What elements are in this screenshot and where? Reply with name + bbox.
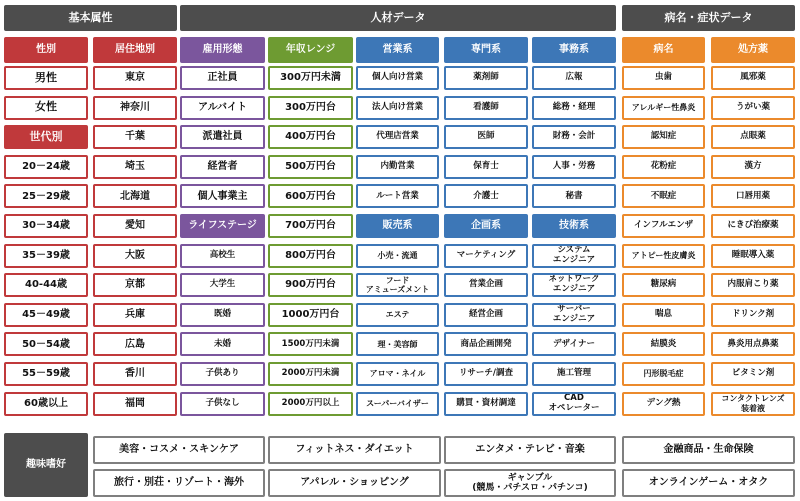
generation-item: 30－34歳 — [4, 214, 88, 238]
planning-item: 購買・資材調達 — [444, 392, 528, 416]
income-item: 2000万円以上 — [268, 392, 353, 416]
prescription-item: にきび治療薬 — [711, 214, 795, 238]
income-item: 400万円台 — [268, 125, 353, 149]
generation-item: 55－59歳 — [4, 362, 88, 386]
hobby-item: 金融商品・生命保険 — [622, 436, 795, 464]
header-specialist: 専門系 — [444, 37, 528, 63]
sales-item: 内勤営業 — [356, 155, 439, 179]
section-disease: 病名・症状データ — [622, 5, 795, 31]
sales-item: 代理店営業 — [356, 125, 439, 149]
technical-item: CAD オペレーター — [532, 392, 616, 416]
generation-item: 20－24歳 — [4, 155, 88, 179]
specialist-item: 薬剤師 — [444, 66, 528, 90]
office-item: 秘書 — [532, 184, 616, 208]
retail-item: 理・美容師 — [356, 332, 439, 356]
residence-item: 愛知 — [93, 214, 177, 238]
disease-item: 花粉症 — [622, 155, 705, 179]
office-item: 総務・経理 — [532, 96, 616, 120]
technical-item: システム エンジニア — [532, 244, 616, 268]
lifestage-item: 未婚 — [180, 332, 265, 356]
retail-item: 小売・流通 — [356, 244, 439, 268]
prescription-item: ドリンク剤 — [711, 303, 795, 327]
section-basic: 基本属性 — [4, 5, 177, 31]
residence-item: 京都 — [93, 273, 177, 297]
retail-item: フード アミューズメント — [356, 273, 439, 297]
technical-item: デザイナー — [532, 332, 616, 356]
specialist-item: 医師 — [444, 125, 528, 149]
disease-item: 不眠症 — [622, 184, 705, 208]
specialist-item: 介護士 — [444, 184, 528, 208]
lifestage-item: 大学生 — [180, 273, 265, 297]
employment-item: 個人事業主 — [180, 184, 265, 208]
planning-item: 商品企画開発 — [444, 332, 528, 356]
residence-item: 東京 — [93, 66, 177, 90]
header-income: 年収レンジ — [268, 37, 353, 63]
header-technical: 技術系 — [532, 214, 616, 238]
specialist-item: 保育士 — [444, 155, 528, 179]
hobby-item: オンラインゲーム・オタク — [622, 469, 795, 497]
lifestage-item: 高校生 — [180, 244, 265, 268]
income-item: 700万円台 — [268, 214, 353, 238]
employment-item: 派遣社員 — [180, 125, 265, 149]
disease-item: 結膜炎 — [622, 332, 705, 356]
generation-item: 35－39歳 — [4, 244, 88, 268]
office-item: 人事・労務 — [532, 155, 616, 179]
lifestage-item: 子供あり — [180, 362, 265, 386]
generation-item: 50－54歳 — [4, 332, 88, 356]
hobby-item: 美容・コスメ・スキンケア — [93, 436, 265, 464]
disease-item: 喘息 — [622, 303, 705, 327]
disease-item: 糖尿病 — [622, 273, 705, 297]
prescription-item: 鼻炎用点鼻薬 — [711, 332, 795, 356]
employment-item: 経営者 — [180, 155, 265, 179]
income-item: 2000万円未満 — [268, 362, 353, 386]
hobby-item: エンタメ・テレビ・音楽 — [444, 436, 616, 464]
header-lifestage: ライフステージ — [180, 214, 265, 238]
prescription-item: 睡眠導入薬 — [711, 244, 795, 268]
prescription-item: ビタミン剤 — [711, 362, 795, 386]
disease-item: アレルギー性鼻炎 — [622, 96, 705, 120]
header-generation: 世代別 — [4, 125, 88, 149]
sales-item: 個人向け営業 — [356, 66, 439, 90]
planning-item: マーケティング — [444, 244, 528, 268]
income-item: 1500万円未満 — [268, 332, 353, 356]
income-item: 300万円未満 — [268, 66, 353, 90]
disease-item: アトピー性皮膚炎 — [622, 244, 705, 268]
technical-item: 施工管理 — [532, 362, 616, 386]
prescription-item: 点眼薬 — [711, 125, 795, 149]
office-item: 広報 — [532, 66, 616, 90]
prescription-item: うがい薬 — [711, 96, 795, 120]
income-item: 900万円台 — [268, 273, 353, 297]
sales-item: ルート営業 — [356, 184, 439, 208]
income-item: 1000万円台 — [268, 303, 353, 327]
lifestage-item: 子供なし — [180, 392, 265, 416]
hobby-item: ギャンブル (競馬・パチスロ・パチンコ) — [444, 469, 616, 497]
header-residence: 居住地別 — [93, 37, 177, 63]
residence-item: 神奈川 — [93, 96, 177, 120]
disease-item: インフルエンザ — [622, 214, 705, 238]
retail-item: エステ — [356, 303, 439, 327]
hobby-item: フィットネス・ダイエット — [268, 436, 441, 464]
employment-item: 正社員 — [180, 66, 265, 90]
section-hobby: 趣味嗜好 — [4, 433, 88, 497]
gender-item: 男性 — [4, 66, 88, 90]
disease-item: 円形脱毛症 — [622, 362, 705, 386]
lifestage-item: 既婚 — [180, 303, 265, 327]
generation-item: 60歳以上 — [4, 392, 88, 416]
prescription-item: コンタクトレンズ 装着液 — [711, 392, 795, 416]
header-employment: 雇用形態 — [180, 37, 265, 63]
technical-item: サーバー エンジニア — [532, 303, 616, 327]
prescription-item: 漢方 — [711, 155, 795, 179]
residence-item: 千葉 — [93, 125, 177, 149]
disease-item: 虫歯 — [622, 66, 705, 90]
income-item: 300万円台 — [268, 96, 353, 120]
income-item: 500万円台 — [268, 155, 353, 179]
residence-item: 兵庫 — [93, 303, 177, 327]
generation-item: 40-44歳 — [4, 273, 88, 297]
residence-item: 大阪 — [93, 244, 177, 268]
hobby-item: アパレル・ショッピング — [268, 469, 441, 497]
header-prescription: 処方薬 — [711, 37, 795, 63]
prescription-item: 内服肩こり薬 — [711, 273, 795, 297]
disease-item: デング熱 — [622, 392, 705, 416]
residence-item: 広島 — [93, 332, 177, 356]
header-planning: 企画系 — [444, 214, 528, 238]
income-item: 600万円台 — [268, 184, 353, 208]
sales-item: 法人向け営業 — [356, 96, 439, 120]
planning-item: 営業企画 — [444, 273, 528, 297]
generation-item: 25－29歳 — [4, 184, 88, 208]
residence-item: 香川 — [93, 362, 177, 386]
header-gender: 性別 — [4, 37, 88, 63]
header-sales: 営業系 — [356, 37, 439, 63]
specialist-item: 看護師 — [444, 96, 528, 120]
generation-item: 45－49歳 — [4, 303, 88, 327]
prescription-item: 口唇用薬 — [711, 184, 795, 208]
residence-item: 福岡 — [93, 392, 177, 416]
disease-item: 認知症 — [622, 125, 705, 149]
prescription-item: 風邪薬 — [711, 66, 795, 90]
employment-item: アルバイト — [180, 96, 265, 120]
planning-item: 経営企画 — [444, 303, 528, 327]
header-disease_name: 病名 — [622, 37, 705, 63]
technical-item: ネットワーク エンジニア — [532, 273, 616, 297]
retail-item: スーパーバイザー — [356, 392, 439, 416]
retail-item: アロマ・ネイル — [356, 362, 439, 386]
residence-item: 埼玉 — [93, 155, 177, 179]
gender-item: 女性 — [4, 96, 88, 120]
office-item: 財務・会計 — [532, 125, 616, 149]
residence-item: 北海道 — [93, 184, 177, 208]
income-item: 800万円台 — [268, 244, 353, 268]
planning-item: リサーチ/調査 — [444, 362, 528, 386]
section-persona: 人材データ — [180, 5, 616, 31]
header-office: 事務系 — [532, 37, 616, 63]
hobby-item: 旅行・別荘・リゾート・海外 — [93, 469, 265, 497]
header-retail: 販売系 — [356, 214, 439, 238]
